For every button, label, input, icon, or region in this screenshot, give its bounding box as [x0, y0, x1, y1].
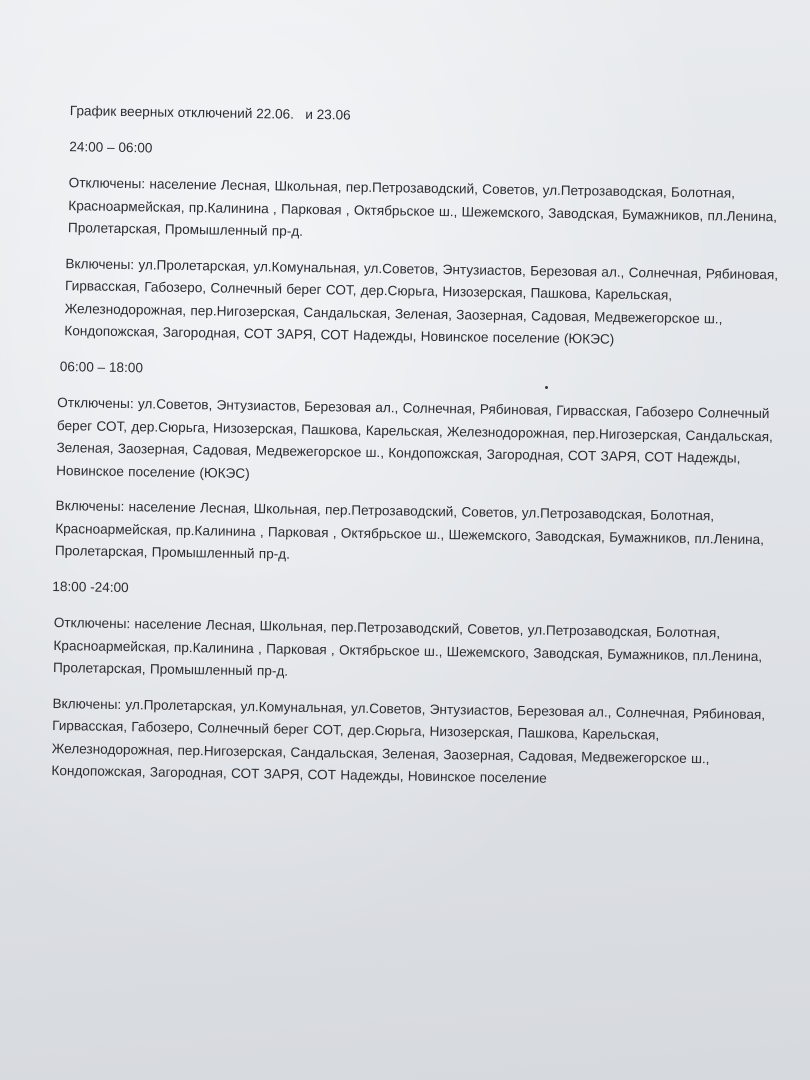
- time-range-2: 06:00 – 18:00: [59, 358, 144, 375]
- time-range-3: 18:00 -24:00: [52, 578, 129, 595]
- document-title: График веерных отключений 22.06. и 23.06: [69, 103, 351, 123]
- on-list-3: Включены: ул.Пролетарская, ул.Комунальная, ул.Советов, Энтузиастов, Березовая ал., Солнечная, Рябиновая, Гирвасская, Габозеро, Солнечный берег СОТ, дер.Сюрьга, Низозерская, Пашкова, Карельская, Железнодорожная, пер.Нигозерская, Сандальская, Зеленая, Заозерная, Садовая, Медвежегорское ш., Кондопожская, Загородная, СОТ ЗАРЯ, СОТ Надежды, Новинское поселение: [51, 695, 766, 786]
- off-list-2: Отключены: ул.Советов, Энтузиастов, Березовая ал., Солнечная, Рябиновая, Гирвасская, Габозеро Солнечный берег СОТ, дер.Сюрьга, Низозерская, Пашкова, Карельская, Железнодорожная, пер.Нигозерская, Сандальская, Зеленая, Заозерная, Садовая, Медвежегорское ш., Кондопожская, Загородная, СОТ ЗАРЯ, СОТ Надежды, Новинское поселение (ЮКЭС): [56, 394, 774, 481]
- off-list-1: Отключены: население Лесная, Школьная, пер.Петрозаводский, Советов, ул.Петрозаводская, Болотная, Красноармейская, пр.Калинина , Парковая , Октябрьское ш., Шежемского, Заводская, Бумажников, пл.Ленина, Пролетарская, Промышленный пр-д.: [67, 175, 778, 239]
- off-list-3: Отключены: население Лесная, Школьная, пер.Петрозаводский, Советов, ул.Петрозаводская, Болотная, Красноармейская, пр.Калинина , Парковая , Октябрьское ш., Шежемского, Заводская, Бумажников, пл.Ленина, Пролетарская, Промышленный пр-д.: [52, 614, 763, 679]
- document-body: [49, 100, 785, 807]
- on-list-1: Включены: ул.Пролетарская, ул.Комунальная, ул.Советов, Энтузиастов, Березовая ал., Солнечная, Рябиновая, Гирвасская, Габозеро, Солнечный берег СОТ, дер.Сюрьга, Низозерская, Пашкова, Карельская, Железнодорожная, пер.Нигозерская, Сандальская, Зеленая, Заозерная, Садовая, Медвежегорское ш., Кондопожская, Загородная, СОТ ЗАРЯ, СОТ Надежды, Новинское поселение (ЮКЭС): [64, 255, 779, 347]
- on-list-2: Включены: население Лесная, Школьная, пер.Петрозаводский, Советов, ул.Петрозаводская, Болотная, Красноармейская, пр.Калинина , Парковая , Октябрьское ш., Шежемского, Заводская, Бумажников, пл.Ленина, Пролетарская, Промышленный пр-д.: [54, 497, 765, 562]
- time-range-1: 24:00 – 06:00: [69, 138, 153, 155]
